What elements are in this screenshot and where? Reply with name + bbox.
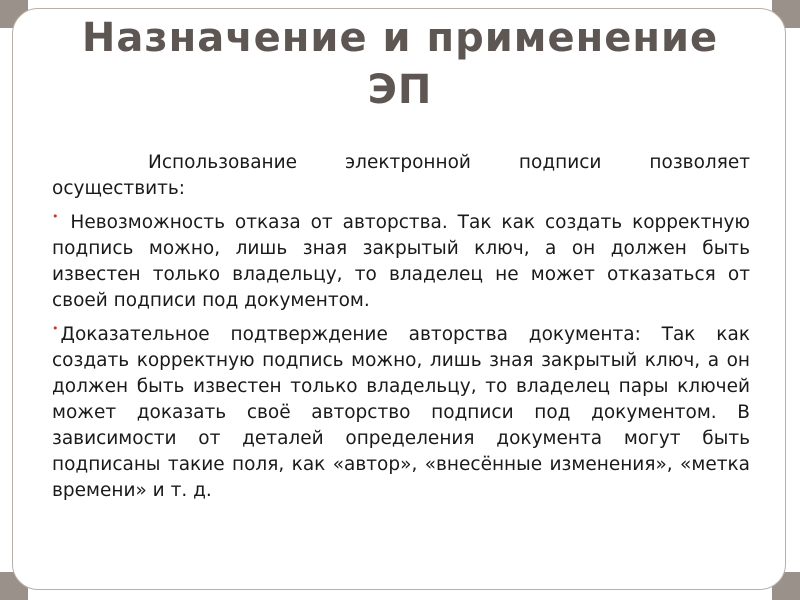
list-item-text: Невозможность отказа от авторства. Так как создать корректную подпись можно, лишь зная закрытый ключ, а он должен быть известен только владельцу, то владелец не может отказаться от своей подписи под документом.	[52, 212, 750, 311]
list-item	[52, 210, 750, 314]
list-item	[52, 322, 750, 504]
list-item-text: Доказательное подтверждение авторства документа: Так как создать корректную подпись можно, лишь зная закрытый ключ, а он должен быть известен только владельцу, то владелец пары ключей может доказать своё авторство подписи под документом. В зависимости от деталей определения документа могут быть подписаны такие поля, как «автор», «внесённые изменения», «метка времени» и т. д.	[52, 324, 750, 501]
slide-title-line-2: ЭП	[367, 67, 433, 113]
slide-body	[52, 150, 750, 512]
slide-title-line-1: Назначение и применение	[81, 15, 719, 61]
slide-title	[30, 12, 770, 116]
bullet-icon: •	[52, 322, 59, 335]
intro-text: Использование электронной подписи позволяет осуществить:	[52, 152, 750, 199]
bullet-icon: •	[52, 210, 59, 223]
